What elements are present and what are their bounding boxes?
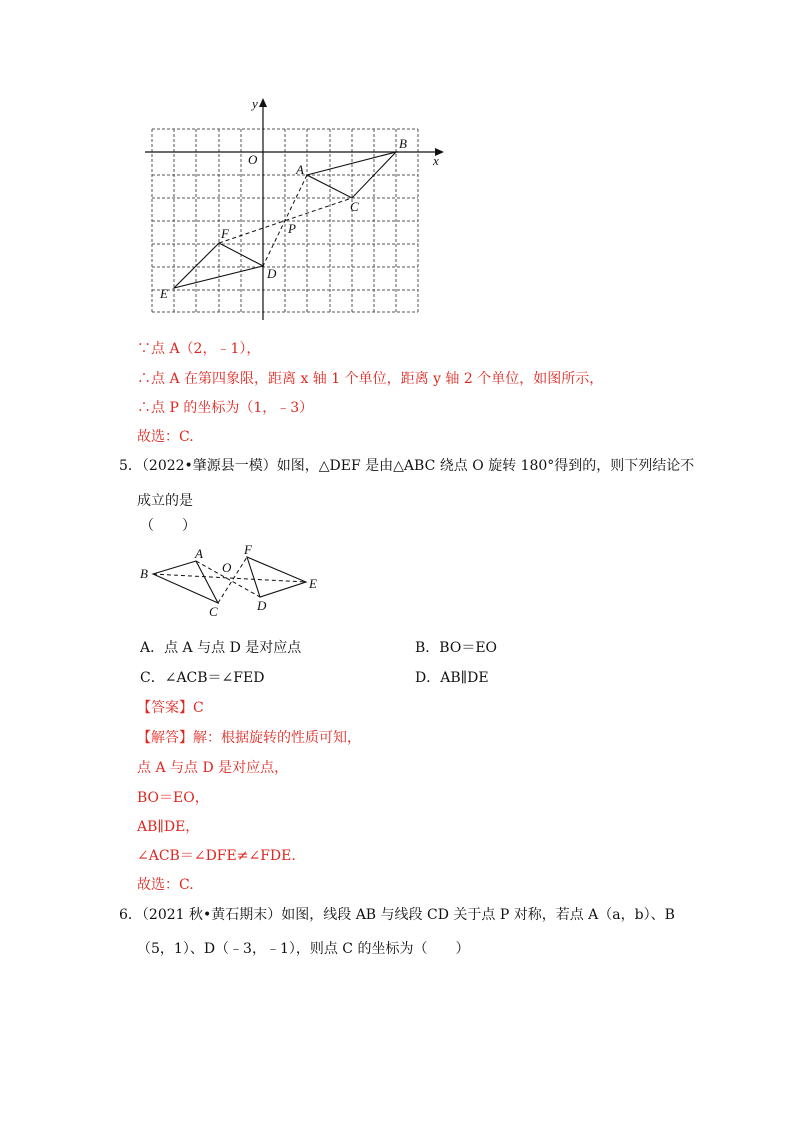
point-label-c: C xyxy=(350,199,359,214)
solution-line-4: 故选：C. xyxy=(137,429,194,445)
analysis-intro: 解：根据旋转的性质可知， xyxy=(193,730,361,746)
fig2-label-b: B xyxy=(140,566,148,581)
solution-line-1: ∵点 A（2，﹣1）， xyxy=(137,341,261,357)
point-label-d: D xyxy=(267,266,277,281)
answer-line xyxy=(137,698,204,718)
analysis-line-1: 点 A 与点 D 是对应点， xyxy=(137,760,289,776)
conclusion-line: 故选：C. xyxy=(137,877,194,893)
coordinate-grid-figure xyxy=(140,92,450,324)
analysis-line-2: BO＝EO， xyxy=(137,790,209,806)
axes xyxy=(145,98,444,320)
fig2-label-a: A xyxy=(195,546,203,561)
option-b[interactable]: B．BO＝EO xyxy=(415,640,498,656)
q6-stem-line-2: （5，1）、D（﹣3，﹣1），则点 C 的坐标为（ ） xyxy=(137,941,470,957)
solution-line-2: ∴点 A 在第四象限，距离 x 轴 1 个单位，距离 y 轴 2 个单位，如图所示， xyxy=(137,371,604,387)
q5-answer-parens: （ ） xyxy=(140,518,196,534)
origin-label: O xyxy=(248,152,258,167)
fig2-label-o: O xyxy=(222,560,232,575)
q5-stem-line-1: 5．（2022•肇源县一模）如图，△DEF 是由△ABC 绕点 O 旋转 180°得到的，则下列结论不 xyxy=(119,458,695,474)
fig2-label-c: C xyxy=(209,604,218,618)
answer-value: C xyxy=(193,700,204,716)
answer-tag: 【答案】 xyxy=(137,700,193,716)
point-label-p: P xyxy=(288,221,296,236)
point-label-a: A xyxy=(296,162,304,177)
point-label-e: E xyxy=(160,286,168,301)
fig2-label-e: E xyxy=(309,576,317,591)
point-label-b: B xyxy=(399,136,407,151)
option-a[interactable]: A．点 A 与点 D 是对应点 xyxy=(140,640,302,656)
rotation-figure xyxy=(135,538,335,618)
q5-stem-line-2: 成立的是 xyxy=(137,493,193,509)
analysis-intro-line xyxy=(137,728,361,748)
fig2-label-d: D xyxy=(257,598,267,613)
analysis-tag: 【解答】 xyxy=(137,730,193,746)
option-c[interactable]: C．∠ACB＝∠FED xyxy=(140,670,265,686)
option-d[interactable]: D．AB∥DE xyxy=(415,670,489,686)
y-axis-label: y xyxy=(252,96,258,111)
solution-line-3: ∴点 P 的坐标为（1，﹣3） xyxy=(137,400,314,416)
analysis-line-4: ∠ACB＝∠DFE≠∠FDE. xyxy=(137,848,296,864)
q6-stem-line-1: 6．（2021 秋•黄石期末）如图，线段 AB 与线段 CD 关于点 P 对称，若点 A（a，b）、B xyxy=(119,907,675,923)
analysis-line-3: AB∥DE， xyxy=(137,819,200,835)
fig2-label-f: F xyxy=(244,542,252,557)
x-axis-label: x xyxy=(433,153,439,168)
point-label-f: F xyxy=(221,226,229,241)
